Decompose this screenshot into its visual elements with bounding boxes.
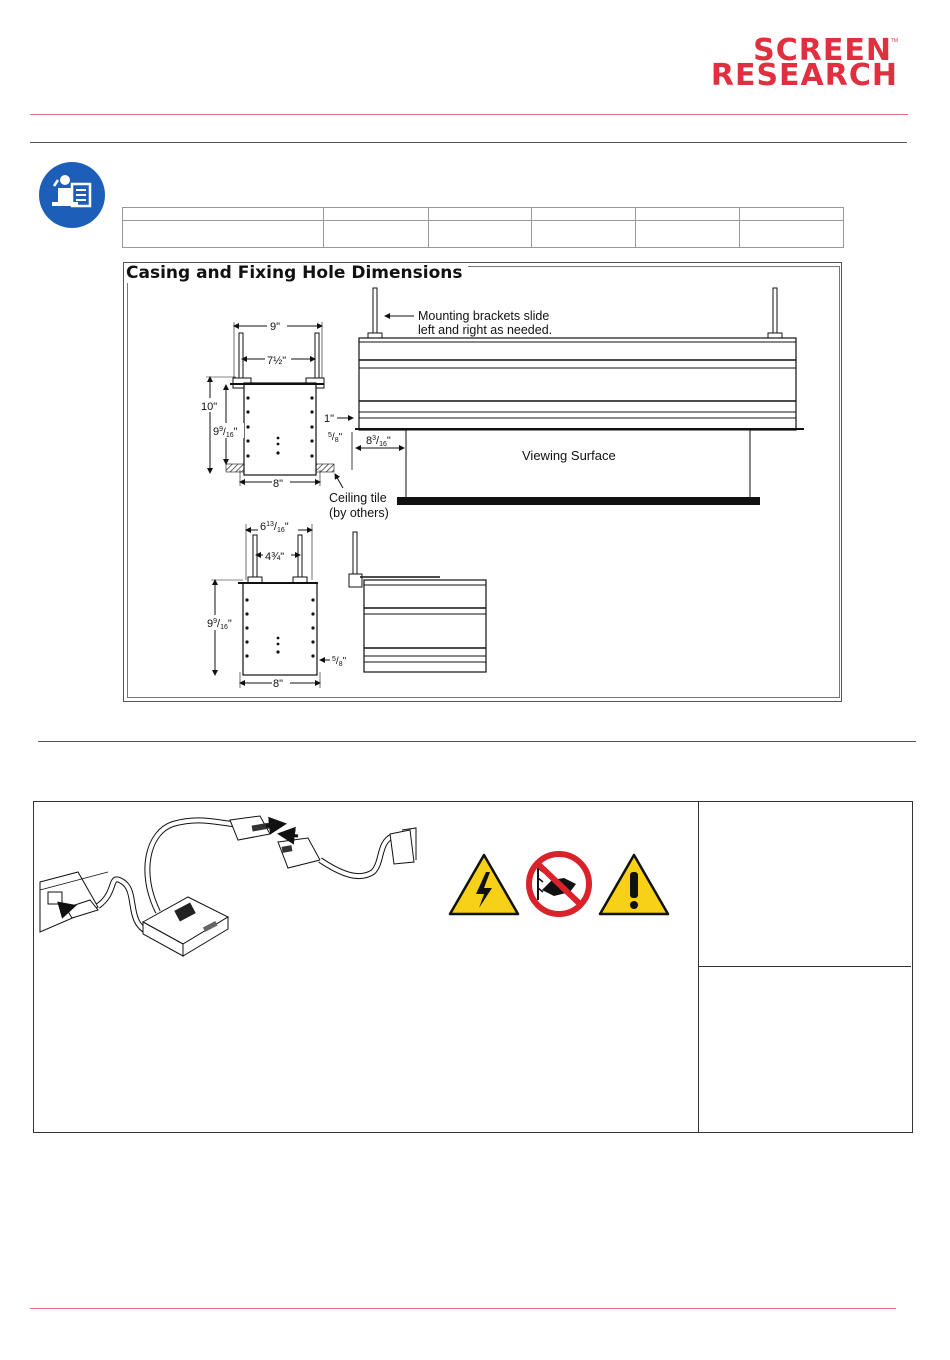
bottom-side-view	[205, 519, 347, 690]
dim-8-3-16in: $8^3/16$"	[366, 435, 391, 448]
brackets-label-2: left and right as needed.	[418, 323, 553, 337]
dim-9-9-16in-bottom: $9^9/16$"	[207, 618, 232, 631]
dim-1in: 1"	[324, 413, 335, 425]
logo-trademark: TM	[890, 38, 898, 44]
general-warning-icon	[600, 855, 668, 914]
dim-9in: 9"	[270, 321, 281, 333]
do-not-touch-icon	[529, 854, 589, 914]
brackets-label-1: Mounting brackets slide	[418, 309, 550, 323]
warning-icons-row	[446, 850, 672, 920]
top-front-view	[355, 288, 804, 505]
footer-red-rule	[30, 1308, 896, 1309]
dim-5-8in-bottom: $^5/_8$"	[332, 656, 347, 668]
power-connection-illustration	[38, 812, 428, 962]
ceiling-tile-label-2: (by others)	[329, 506, 389, 520]
dim-9-9-16in: $9^9/16$"	[213, 426, 238, 439]
logo-line-2: RESEARCH	[710, 58, 898, 93]
electric-hazard-icon	[450, 855, 518, 914]
box-divider-horizontal	[698, 966, 911, 967]
viewing-surface-label: Viewing Surface	[522, 448, 616, 463]
dim-8in-bottom: 8"	[273, 678, 284, 690]
logo-line-1: SCREEN	[753, 33, 892, 68]
bottom-front-view	[349, 532, 486, 672]
dim-4-75in: 4¾"	[265, 551, 285, 563]
dim-8in-top: 8"	[273, 478, 284, 490]
ceiling-tile-label-1: Ceiling tile	[329, 491, 387, 505]
dim-7-5in: 7½"	[267, 355, 287, 367]
diagram-title: Casing and Fixing Hole Dimensions	[126, 263, 468, 283]
dim-10in: 10"	[201, 401, 218, 413]
dim-6-13-16in: $6^{13}/16$"	[260, 521, 289, 534]
section-rule	[38, 741, 916, 742]
dim-5-8in-top: $^5/_8$"	[328, 432, 343, 444]
